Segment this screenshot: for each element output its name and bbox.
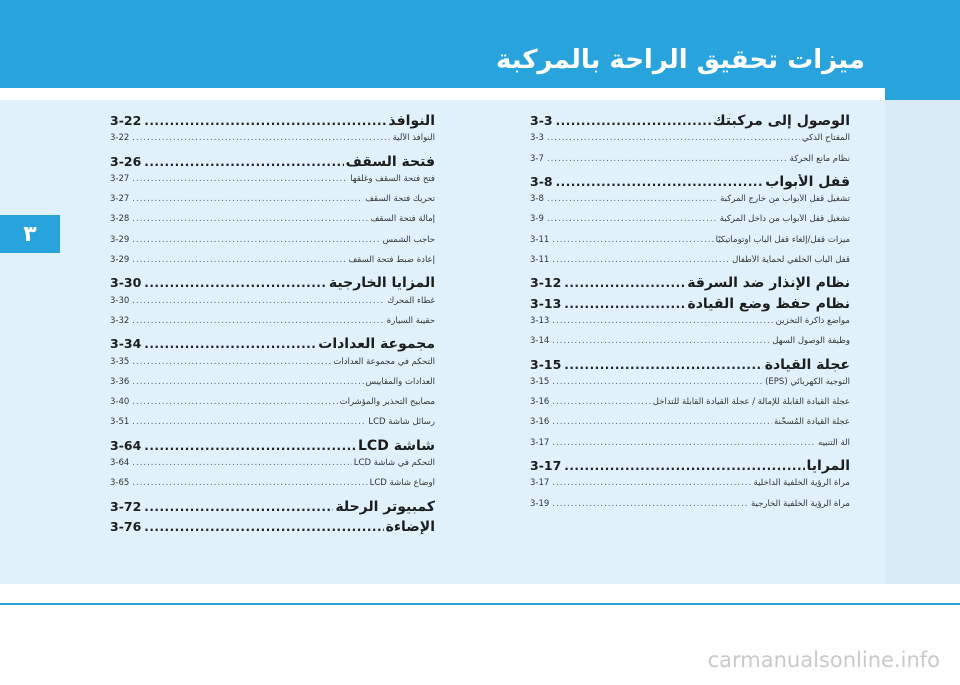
toc-section-entry[interactable] <box>530 458 850 478</box>
toc-section-entry[interactable] <box>530 275 850 295</box>
toc-subsection-entry[interactable] <box>530 235 850 255</box>
toc-dot-leader <box>144 500 333 514</box>
toc-dot-leader <box>552 438 816 448</box>
toc-subsection-entry[interactable] <box>110 417 435 437</box>
toc-page-number: 3-19 <box>530 498 550 509</box>
toc-subsection-entry[interactable] <box>530 438 850 458</box>
toc-column-right <box>530 113 850 519</box>
toc-dot-leader <box>144 520 383 534</box>
toc-dot-leader <box>552 499 749 509</box>
toc-entry-title: نظام حفظ وضع القيادة <box>687 295 850 312</box>
toc-subsection-entry[interactable] <box>530 478 850 498</box>
toc-page-number: 3-16 <box>530 417 550 428</box>
toc-subsection-entry[interactable] <box>110 174 435 194</box>
toc-page-number: 3-26 <box>110 153 142 169</box>
toc-page-number: 3-28 <box>110 214 130 225</box>
toc-entry-title: تشغيل قفل الأبواب من خارج المركبة <box>720 194 850 205</box>
toc-entry-title: أوضاع شاشة LCD <box>369 478 435 489</box>
toc-column-left <box>110 113 435 539</box>
toc-subsection-entry[interactable] <box>110 214 435 234</box>
toc-dot-leader <box>552 255 730 265</box>
toc-entry-title: التحكم في مجموعة العدادات <box>333 356 435 367</box>
toc-dot-leader <box>132 174 348 184</box>
toc-dot-leader <box>556 175 764 189</box>
toc-section-entry[interactable] <box>530 296 850 316</box>
toc-section-entry[interactable] <box>110 113 435 133</box>
toc-page-number: 3-22 <box>110 133 130 144</box>
toc-page-number: 3-40 <box>110 397 130 408</box>
toc-page-number: 3-7 <box>530 153 544 164</box>
toc-subsection-entry[interactable] <box>110 235 435 255</box>
toc-entry-title: النوافذ <box>388 113 435 129</box>
toc-entry-title: آلة التنبيه <box>818 437 850 448</box>
toc-subsection-entry[interactable] <box>110 255 435 275</box>
toc-subsection-entry[interactable] <box>530 499 850 519</box>
toc-dot-leader <box>132 397 337 407</box>
toc-page-number: 3-27 <box>110 194 130 205</box>
watermark: carmanualsonline.info <box>707 648 940 672</box>
toc-subsection-entry[interactable] <box>530 214 850 234</box>
toc-page-number: 3-14 <box>530 336 550 347</box>
toc-dot-leader <box>144 276 327 290</box>
toc-dot-leader <box>552 377 763 387</box>
toc-section-entry[interactable] <box>110 336 435 356</box>
toc-entry-title: مجموعة العدادات <box>318 336 435 353</box>
toc-dot-leader <box>552 336 770 346</box>
footer-divider <box>0 603 960 605</box>
toc-dot-leader <box>564 297 685 311</box>
toc-dot-leader <box>144 114 386 128</box>
toc-subsection-entry[interactable] <box>530 397 850 417</box>
toc-entry-title: مرآة الرؤية الخلفية الخارجية <box>750 498 850 509</box>
toc-page-number: 3-17 <box>530 437 550 448</box>
side-strip <box>885 100 960 584</box>
toc-section-entry[interactable] <box>530 113 850 133</box>
toc-entry-title: غطاء المحرك <box>387 295 435 306</box>
toc-entry-title: التحكم في شاشة LCD <box>353 458 435 469</box>
toc-subsection-entry[interactable] <box>530 133 850 153</box>
toc-dot-leader <box>564 276 685 290</box>
toc-page-number: 3-3 <box>530 133 544 144</box>
toc-entry-title: قفل الأبواب <box>765 173 850 190</box>
toc-dot-leader <box>564 459 804 473</box>
toc-page-number: 3-16 <box>530 397 550 408</box>
toc-page-number: 3-76 <box>110 518 142 534</box>
toc-subsection-entry[interactable] <box>110 133 435 153</box>
toc-page-number: 3-30 <box>110 275 142 291</box>
toc-dot-leader <box>552 397 650 407</box>
toc-dot-leader <box>132 417 366 427</box>
toc-page-number: 3-11 <box>530 234 550 245</box>
toc-dot-leader <box>552 478 751 488</box>
toc-entry-title: فتحة السقف <box>345 153 435 170</box>
toc-entry-title: قفل الباب الخلفي لحماية الأطفال <box>732 255 850 266</box>
toc-page-number: 3-22 <box>110 113 142 128</box>
toc-subsection-entry[interactable] <box>530 194 850 214</box>
toc-entry-title: كمبيوتر الرحلة <box>335 498 435 515</box>
toc-dot-leader <box>132 377 363 387</box>
toc-page-number: 3-17 <box>530 478 550 489</box>
toc-page-number: 3-29 <box>110 234 130 245</box>
toc-entry-title: ميزات قفل/إلغاء قفل الباب أوتوماتيكيًا <box>715 234 850 245</box>
toc-subsection-entry[interactable] <box>110 458 435 478</box>
toc-page-number: 3-51 <box>110 417 130 428</box>
toc-dot-leader <box>556 114 711 128</box>
toc-dot-leader <box>132 478 367 488</box>
toc-entry-title: تحريك فتحة السقف <box>365 194 435 205</box>
toc-entry-title: التوجيه الكهربائي (EPS) <box>765 376 850 387</box>
toc-page-number: 3-32 <box>110 315 130 326</box>
toc-section-entry[interactable] <box>110 499 435 519</box>
toc-dot-leader <box>564 358 762 372</box>
toc-entry-title: المزايا الخارجية <box>328 275 435 292</box>
toc-dot-leader <box>132 235 380 245</box>
toc-page-number: 3-13 <box>530 295 562 311</box>
toc-page-number: 3-9 <box>530 214 544 225</box>
toc-entry-title: شاشة LCD <box>358 437 435 454</box>
page-title: ميزات تحقيق الراحة بالمركبة <box>495 45 865 75</box>
toc-entry-title: وظيفة الوصول السهل <box>772 336 850 347</box>
toc-dot-leader <box>552 235 713 245</box>
toc-dot-leader <box>552 316 773 326</box>
toc-subsection-entry[interactable] <box>110 357 435 377</box>
toc-entry-title: نظام الإنذار ضد السرقة <box>687 275 850 292</box>
toc-entry-title: مصابيح التحذير والمؤشرات <box>339 397 435 408</box>
toc-subsection-entry[interactable] <box>530 154 850 174</box>
toc-dot-leader <box>132 194 363 204</box>
toc-subsection-entry[interactable] <box>110 397 435 417</box>
toc-section-entry[interactable] <box>110 275 435 295</box>
toc-entry-title: المفتاح الذكي <box>801 133 850 144</box>
toc-subsection-entry[interactable] <box>110 478 435 498</box>
toc-section-entry[interactable] <box>110 154 435 174</box>
toc-page-number: 3-15 <box>530 356 562 372</box>
toc-entry-title: العدادات والمقاييس <box>365 376 435 387</box>
toc-subsection-entry[interactable] <box>110 316 435 336</box>
toc-page-number: 3-8 <box>530 173 553 189</box>
toc-entry-title: حاجب الشمس <box>382 234 435 245</box>
toc-page-number: 3-35 <box>110 356 130 367</box>
toc-section-entry[interactable] <box>110 438 435 458</box>
toc-page-number: 3-8 <box>530 194 544 205</box>
toc-page-number: 3-12 <box>530 275 562 291</box>
toc-page-number: 3-64 <box>110 458 130 469</box>
toc-subsection-entry[interactable] <box>110 296 435 316</box>
toc-page-number: 3-15 <box>530 376 550 387</box>
toc-dot-leader <box>144 155 343 169</box>
toc-entry-title: تشغيل قفل الأبواب من داخل المركبة <box>719 214 850 225</box>
toc-page-number: 3-65 <box>110 478 130 489</box>
toc-entry-title: مواضع ذاكرة التخزين <box>775 315 850 326</box>
toc-entry-title: رسائل شاشة LCD <box>368 417 435 428</box>
toc-entry-title: عجلة القيادة القابلة للإمالة / عجلة القيادة القابلة للتداخل <box>652 397 850 408</box>
toc-subsection-entry[interactable] <box>530 377 850 397</box>
toc-page-number: 3-34 <box>110 336 142 352</box>
toc-dot-leader <box>144 439 356 453</box>
toc-dot-leader <box>552 417 772 427</box>
toc-entry-title: الإضاءة <box>385 518 435 535</box>
toc-dot-leader <box>547 194 718 204</box>
toc-entry-title: نظام مانع الحركة <box>789 153 850 164</box>
toc-entry-title: عجلة القيادة <box>764 356 850 373</box>
toc-page-number: 3-64 <box>110 437 142 453</box>
toc-entry-title: المرايا <box>806 458 850 475</box>
toc-dot-leader <box>547 133 800 143</box>
toc-entry-title: عجلة القيادة المُسخّنة <box>773 417 850 428</box>
toc-entry-title: الوصول إلى مركبتك <box>712 113 850 129</box>
toc-entry-title: حقيبة السيارة <box>386 315 435 326</box>
toc-subsection-entry[interactable] <box>110 194 435 214</box>
toc-page-number: 3-11 <box>530 255 550 266</box>
toc-subsection-entry[interactable] <box>530 316 850 336</box>
toc-subsection-entry[interactable] <box>530 336 850 356</box>
toc-subsection-entry[interactable] <box>110 377 435 397</box>
toc-subsection-entry[interactable] <box>530 255 850 275</box>
toc-page-number: 3-17 <box>530 458 562 474</box>
toc-entry-title: فتح فتحة السقف وغلقها <box>350 173 435 184</box>
header-corner-block <box>885 0 960 100</box>
toc-entry-title: مرآة الرؤية الخلفية الداخلية <box>753 478 850 489</box>
toc-section-entry[interactable] <box>530 174 850 194</box>
toc-page-number: 3-29 <box>110 255 130 266</box>
toc-dot-leader <box>547 214 718 224</box>
toc-page-number: 3-3 <box>530 113 553 128</box>
toc-entry-title: النوافذ الآلية <box>392 133 435 144</box>
chapter-tab[interactable]: ٣ <box>0 215 60 253</box>
toc-dot-leader <box>144 337 316 351</box>
toc-dot-leader <box>132 357 331 367</box>
toc-dot-leader <box>132 316 385 326</box>
toc-section-entry[interactable] <box>530 357 850 377</box>
toc-dot-leader <box>132 296 385 306</box>
toc-subsection-entry[interactable] <box>530 417 850 437</box>
toc-page-number: 3-36 <box>110 376 130 387</box>
toc-page-number: 3-72 <box>110 498 142 514</box>
toc-dot-leader <box>547 154 788 164</box>
toc-dot-leader <box>132 133 390 143</box>
toc-page-number: 3-27 <box>110 173 130 184</box>
toc-dot-leader <box>132 214 368 224</box>
toc-entry-title: إعادة ضبط فتحة السقف <box>348 255 435 266</box>
toc-page-number: 3-13 <box>530 315 550 326</box>
toc-section-entry[interactable] <box>110 519 435 539</box>
toc-dot-leader <box>132 255 346 265</box>
toc-entry-title: إمالة فتحة السقف <box>370 214 435 225</box>
toc-dot-leader <box>132 458 351 468</box>
toc-page-number: 3-30 <box>110 295 130 306</box>
